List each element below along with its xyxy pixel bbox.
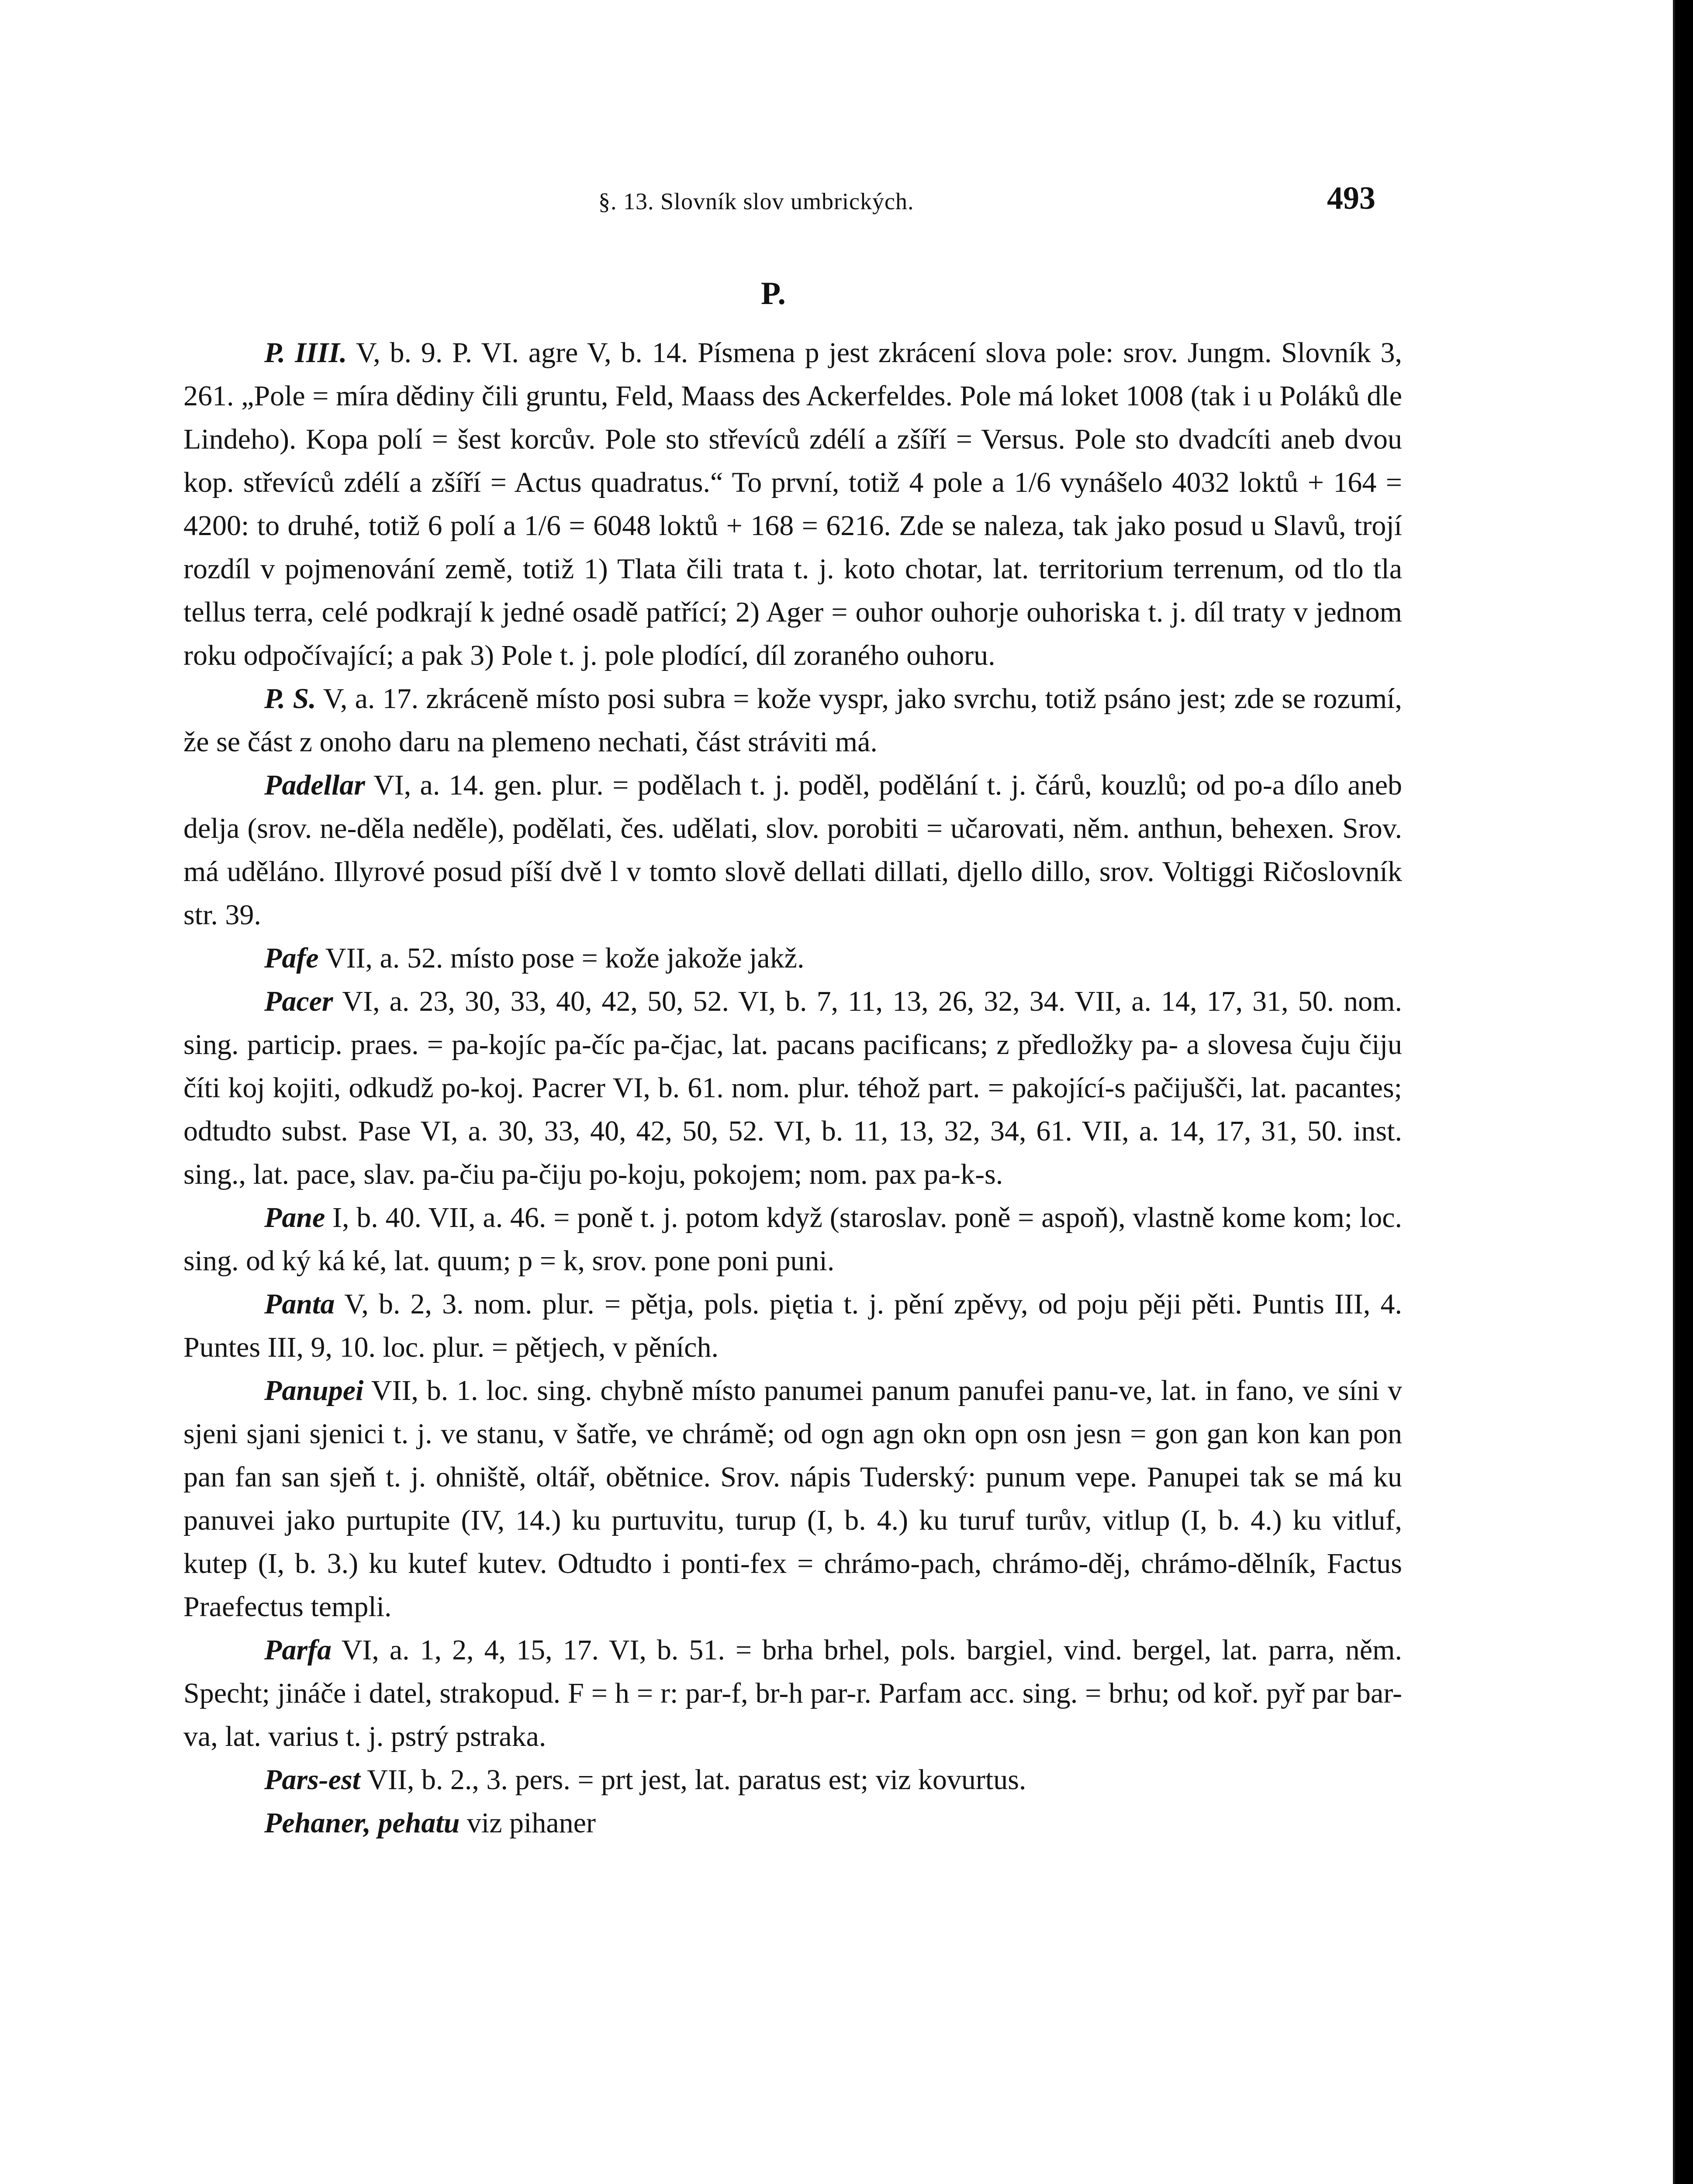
entry-text: VI, a. 1, 2, 4, 15, 17. VI, b. 51. = brha brhel, pols. bargiel, vind. bergel, lat. parra, něm. Specht; jináče i datel, strakopud. F = h = r: par-f, br-h par-r. Parfam acc. sing. = brhu; od koř. pyř par bar-va, lat. varius t. j. pstrý pstraka. <box>183 1634 1402 1752</box>
entry-term: Pane <box>264 1202 325 1234</box>
entry-term: Pars-est <box>264 1764 360 1796</box>
dictionary-entry <box>183 1369 1402 1628</box>
dictionary-entry <box>183 1282 1402 1369</box>
entry-term: Pafe <box>264 942 319 974</box>
dictionary-entry <box>183 764 1402 936</box>
entry-term: Panta <box>264 1288 335 1320</box>
entry-term: P. IIII. <box>264 337 347 369</box>
running-header: §. 13. Slovník slov umbrických. <box>598 188 914 214</box>
entry-text: V, b. 9. P. VI. agre V, b. 14. Písmena p jest zkrácení slova pole: srov. Jungm. Slovník 3, 261. „Pole = míra dědiny čili gruntu, Feld, Maass des Ackerfeldes. Pole má loket 1008 (tak i u Poláků dle Lindeho). Kopa polí = šest korcův. Pole sto střevíců zdélí a zšíří = Versus. Pole sto dvadcíti aneb dvou kop. střevíců zdélí a zšíří = Actus quadratus.“ To první, totiž 4 pole a 1/6 vynášelo 4032 loktů + 164 = 4200: to druhé, totiž 6 polí a 1/6 = 6048 loktů + 168 = 6216. Zde se naleza, tak jako posud u Slavů, trojí rozdíl v pojmenování země, totiž 1) Tlata čili trata t. j. koto chotar, lat. territorium terrenum, od tlo tla tellus terra, celé podkrají k jedné osadě patřící; 2) Ager = ouhor ouhorje ouhoriska t. j. díl traty v jednom roku odpočívající; a pak 3) Pole t. j. pole plodící, díl zoraného ouhoru. <box>183 337 1402 671</box>
entry-text: V, a. 17. zkrácenĕ místo posi subra = kože vyspr, jako svrchu, totiž psáno jest; zde se rozumí, že se část z onoho daru na plemeno nechati, část stráviti má. <box>183 683 1402 758</box>
dictionary-entry <box>183 677 1402 764</box>
entry-text: I, b. 40. VII, a. 46. = poně t. j. potom když (staroslav. poně = aspoň), vlastně kome kom; loc. sing. od ký ká ké, lat. quum; p = k, srov. pone poni puni. <box>183 1202 1402 1277</box>
entry-term: Pacer <box>264 985 333 1017</box>
dictionary-entry <box>183 1196 1402 1282</box>
entry-term: Parfa <box>264 1634 332 1666</box>
dictionary-entry <box>183 936 1402 980</box>
page-number: 493 <box>1327 180 1375 216</box>
entry-text: VII, a. 52. místo pose = kože jakože jakž. <box>318 942 805 974</box>
entry-term: Padellar <box>264 769 365 801</box>
dictionary-entry <box>183 1801 1402 1845</box>
entry-text: V, b. 2, 3. nom. plur. = pětja, pols. piętia t. j. pění zpěvy, od poju pěji pěti. Puntis III, 4. Puntes III, 9, 10. loc. plur. = pětjech, v pěních. <box>183 1288 1402 1363</box>
dictionary-entry <box>183 980 1402 1196</box>
entry-text: VII, b. 2., 3. pers. = prt jest, lat. paratus est; viz kovurtus. <box>360 1764 1026 1796</box>
entry-term: P. S. <box>264 683 316 715</box>
entry-text: viz pihaner <box>460 1807 596 1839</box>
dictionary-body <box>183 331 1402 1845</box>
section-letter: P. <box>761 276 786 311</box>
dictionary-entry <box>183 331 1402 677</box>
entry-text: VI, a. 14. gen. plur. = podělach t. j. poděl, podělání t. j. čárů, kouzlů; od po-a dílo aneb delja (srov. ne-děla neděle), podělati, čes. udělati, slov. porobiti = učarovati, něm. anthun, behexen. Srov. má uděláno. Illyrové posud píší dvě l v tomto slově dellati dillati, djello dillo, srov. Voltiggi Ričoslovník str. 39. <box>183 769 1402 931</box>
entry-term: Panupei <box>264 1375 364 1406</box>
entry-term: Pehaner, pehatu <box>264 1807 460 1839</box>
entry-text: VI, a. 23, 30, 33, 40, 42, 50, 52. VI, b. 7, 11, 13, 26, 32, 34. VII, a. 14, 17, 31, 50. nom. sing. particip. praes. = pa-kojíc pa-číc pa-čjac, lat. pacans pacificans; z předložky pa- a slovesa čuju čiju číti koj kojiti, odkudž po-koj. Pacrer VI, b. 61. nom. plur. téhož part. = pakojící-s pačijušči, lat. pacantes; odtudto subst. Pase VI, a. 30, 33, 40, 42, 50, 52. VI, b. 11, 13, 32, 34, 61. VII, a. 14, 17, 31, 50. inst. sing., lat. pace, slav. pa-čiu pa-čiju po-koju, pokojem; nom. pax pa-k-s. <box>183 985 1402 1190</box>
dictionary-entry <box>183 1628 1402 1758</box>
dictionary-entry <box>183 1758 1402 1801</box>
entry-text: VII, b. 1. loc. sing. chybně místo panumei panum panufei panu-ve, lat. in fano, ve síni v sjeni sjani sjenici t. j. ve stanu, v šatře, ve chrámě; od ogn agn okn opn osn jesn = gon gan kon kan pon pan fan san sjeň t. j. ohniště, oltář, obětnice. Srov. nápis Tuderský: punum vepe. Panupei tak se má ku panuvei jako purtupite (IV, 14.) ku purtuvitu, turup (I, b. 4.) ku turuf turův, vitlup (I, b. 4.) ku vitluf, kutep (I, b. 3.) ku kutef kutev. Odtudto i ponti-fex = chrámo-pach, chrámo-děj, chrámo-dělník, Factus Praefectus templi. <box>183 1375 1402 1623</box>
